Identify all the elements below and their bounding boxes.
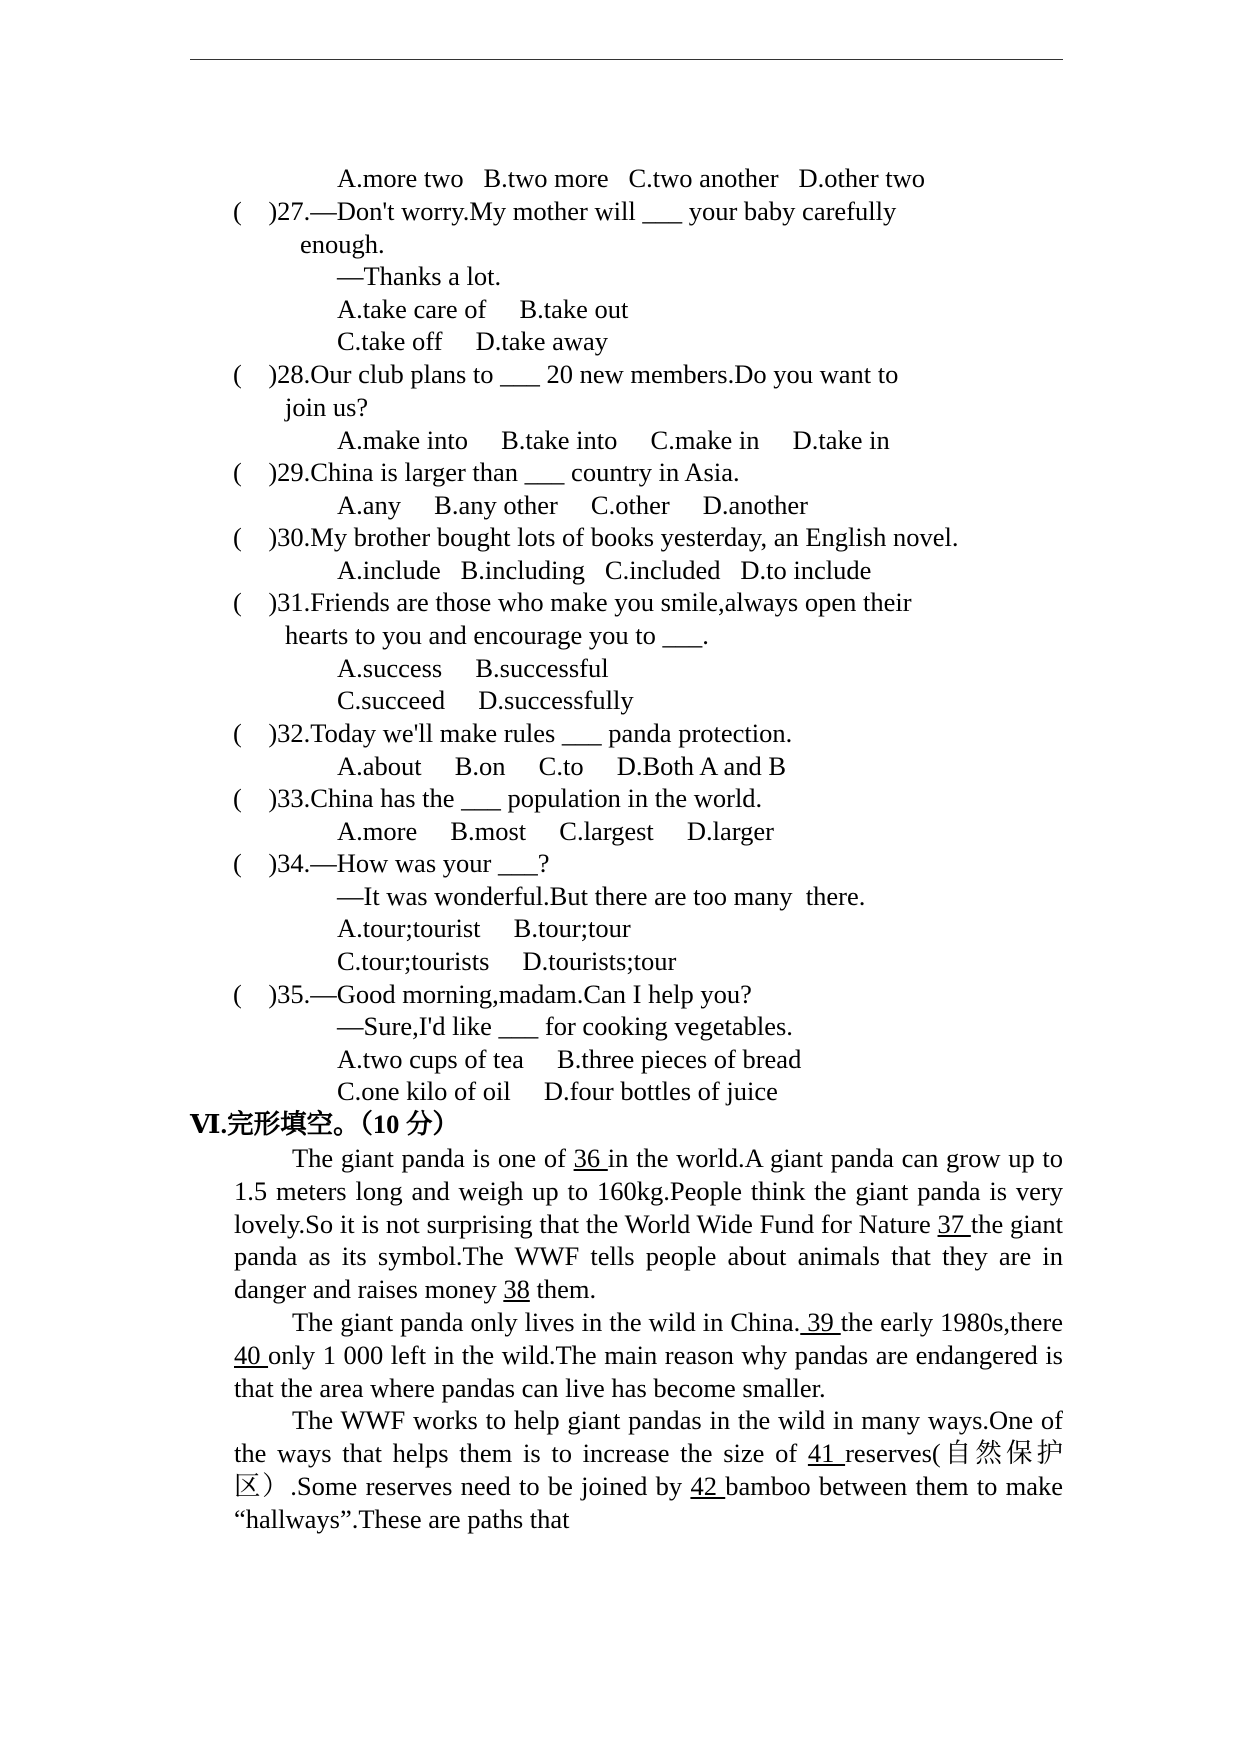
question-28-options: A.make into B.take into C.make in D.take in <box>337 425 890 455</box>
q26-options: A.more two B.two more C.two another D.other two <box>337 163 926 193</box>
passage-paragraph-3: The WWF works to help giant pandas in the wild in many ways.One of the ways that helps them is to increase the size of 41 reserves(自然保护区）.Some reserves need to be joined by 42 bamboo between them to make “hallways”.These are paths that <box>234 1405 1064 1534</box>
question-35-options-1: A.two cups of tea B.three pieces of bread <box>337 1044 802 1074</box>
question-32-options: A.about B.on C.to D.Both A and B <box>337 751 787 781</box>
question-29-options: A.any B.any other C.other D.another <box>337 490 809 520</box>
blank-42[interactable]: 42 <box>690 1470 726 1501</box>
question-31: ( )31.Friends are those who make you smile,always open their <box>233 587 912 617</box>
passage-paragraph-2: The giant panda only lives in the wild in China. 39 the early 1980s,there 40 only 1 000 left in the wild.The main reason why pandas are endangered is that the area where pandas can live has become smaller. <box>234 1306 1063 1403</box>
question-33-options: A.more B.most C.largest D.larger <box>337 816 774 846</box>
question-34: ( )34.—How was your ___? <box>233 848 550 878</box>
question-35-reply: —Sure,I'd like ___ for cooking vegetables. <box>337 1011 793 1041</box>
blank-39[interactable]: 39 <box>800 1306 841 1337</box>
question-35: ( )35.—Good morning,madam.Can I help you? <box>233 979 752 1009</box>
section-title: Ⅵ.完形填空。（10 分） <box>190 1109 459 1139</box>
blank-37[interactable]: 37 <box>937 1208 971 1239</box>
question-27-reply: —Thanks a lot. <box>337 261 502 291</box>
question-27: ( )27.—Don't worry.My mother will ___ your baby carefully <box>233 196 897 226</box>
question-34-reply: —It was wonderful.But there are too many there. <box>337 881 866 911</box>
question-27-continuation: enough. <box>300 229 385 259</box>
question-31-continuation: hearts to you and encourage you to ___. <box>285 620 709 650</box>
blank-41[interactable]: 41 <box>807 1438 846 1469</box>
blank-40[interactable]: 40 <box>234 1339 269 1370</box>
question-32: ( )32.Today we'll make rules ___ panda protection. <box>233 718 793 748</box>
blank-36[interactable]: 36 <box>573 1143 608 1173</box>
question-33: ( )33.China has the ___ population in the world. <box>233 783 763 813</box>
header-rule <box>190 59 1063 60</box>
blank-38[interactable]: 38 <box>503 1274 530 1305</box>
question-27-options-2: C.take off D.take away <box>337 326 609 356</box>
question-31-options-2: C.succeed D.successfully <box>337 685 634 715</box>
question-28-continuation: join us? <box>285 392 369 422</box>
question-29: ( )29.China is larger than ___ country in Asia. <box>233 457 740 487</box>
question-28: ( )28.Our club plans to ___ 20 new members.Do you want to <box>233 359 899 389</box>
cloze-passage <box>234 1142 1063 1536</box>
question-34-options-1: A.tour;tourist B.tour;tour <box>337 913 631 943</box>
question-34-options-2: C.tour;tourists D.tourists;tour <box>337 946 677 976</box>
passage-paragraph-1: The giant panda is one of 36 in the world.A giant panda can grow up to 1.5 meters long and weigh up to 160kg.People think the giant panda is very lovely.So it is not surprising that the World Wide Fund for Nature 37 the giant panda as its symbol.The WWF tells people about animals that they are in danger and raises money 38 them. <box>234 1143 1064 1305</box>
question-31-options-1: A.success B.successful <box>337 653 609 683</box>
question-30-options: A.include B.including C.included D.to include <box>337 555 872 585</box>
question-27-options-1: A.take care of B.take out <box>337 294 629 324</box>
question-30: ( )30.My brother bought lots of books yesterday, an English novel. <box>233 522 959 552</box>
question-35-options-2: C.one kilo of oil D.four bottles of juice <box>337 1076 778 1106</box>
